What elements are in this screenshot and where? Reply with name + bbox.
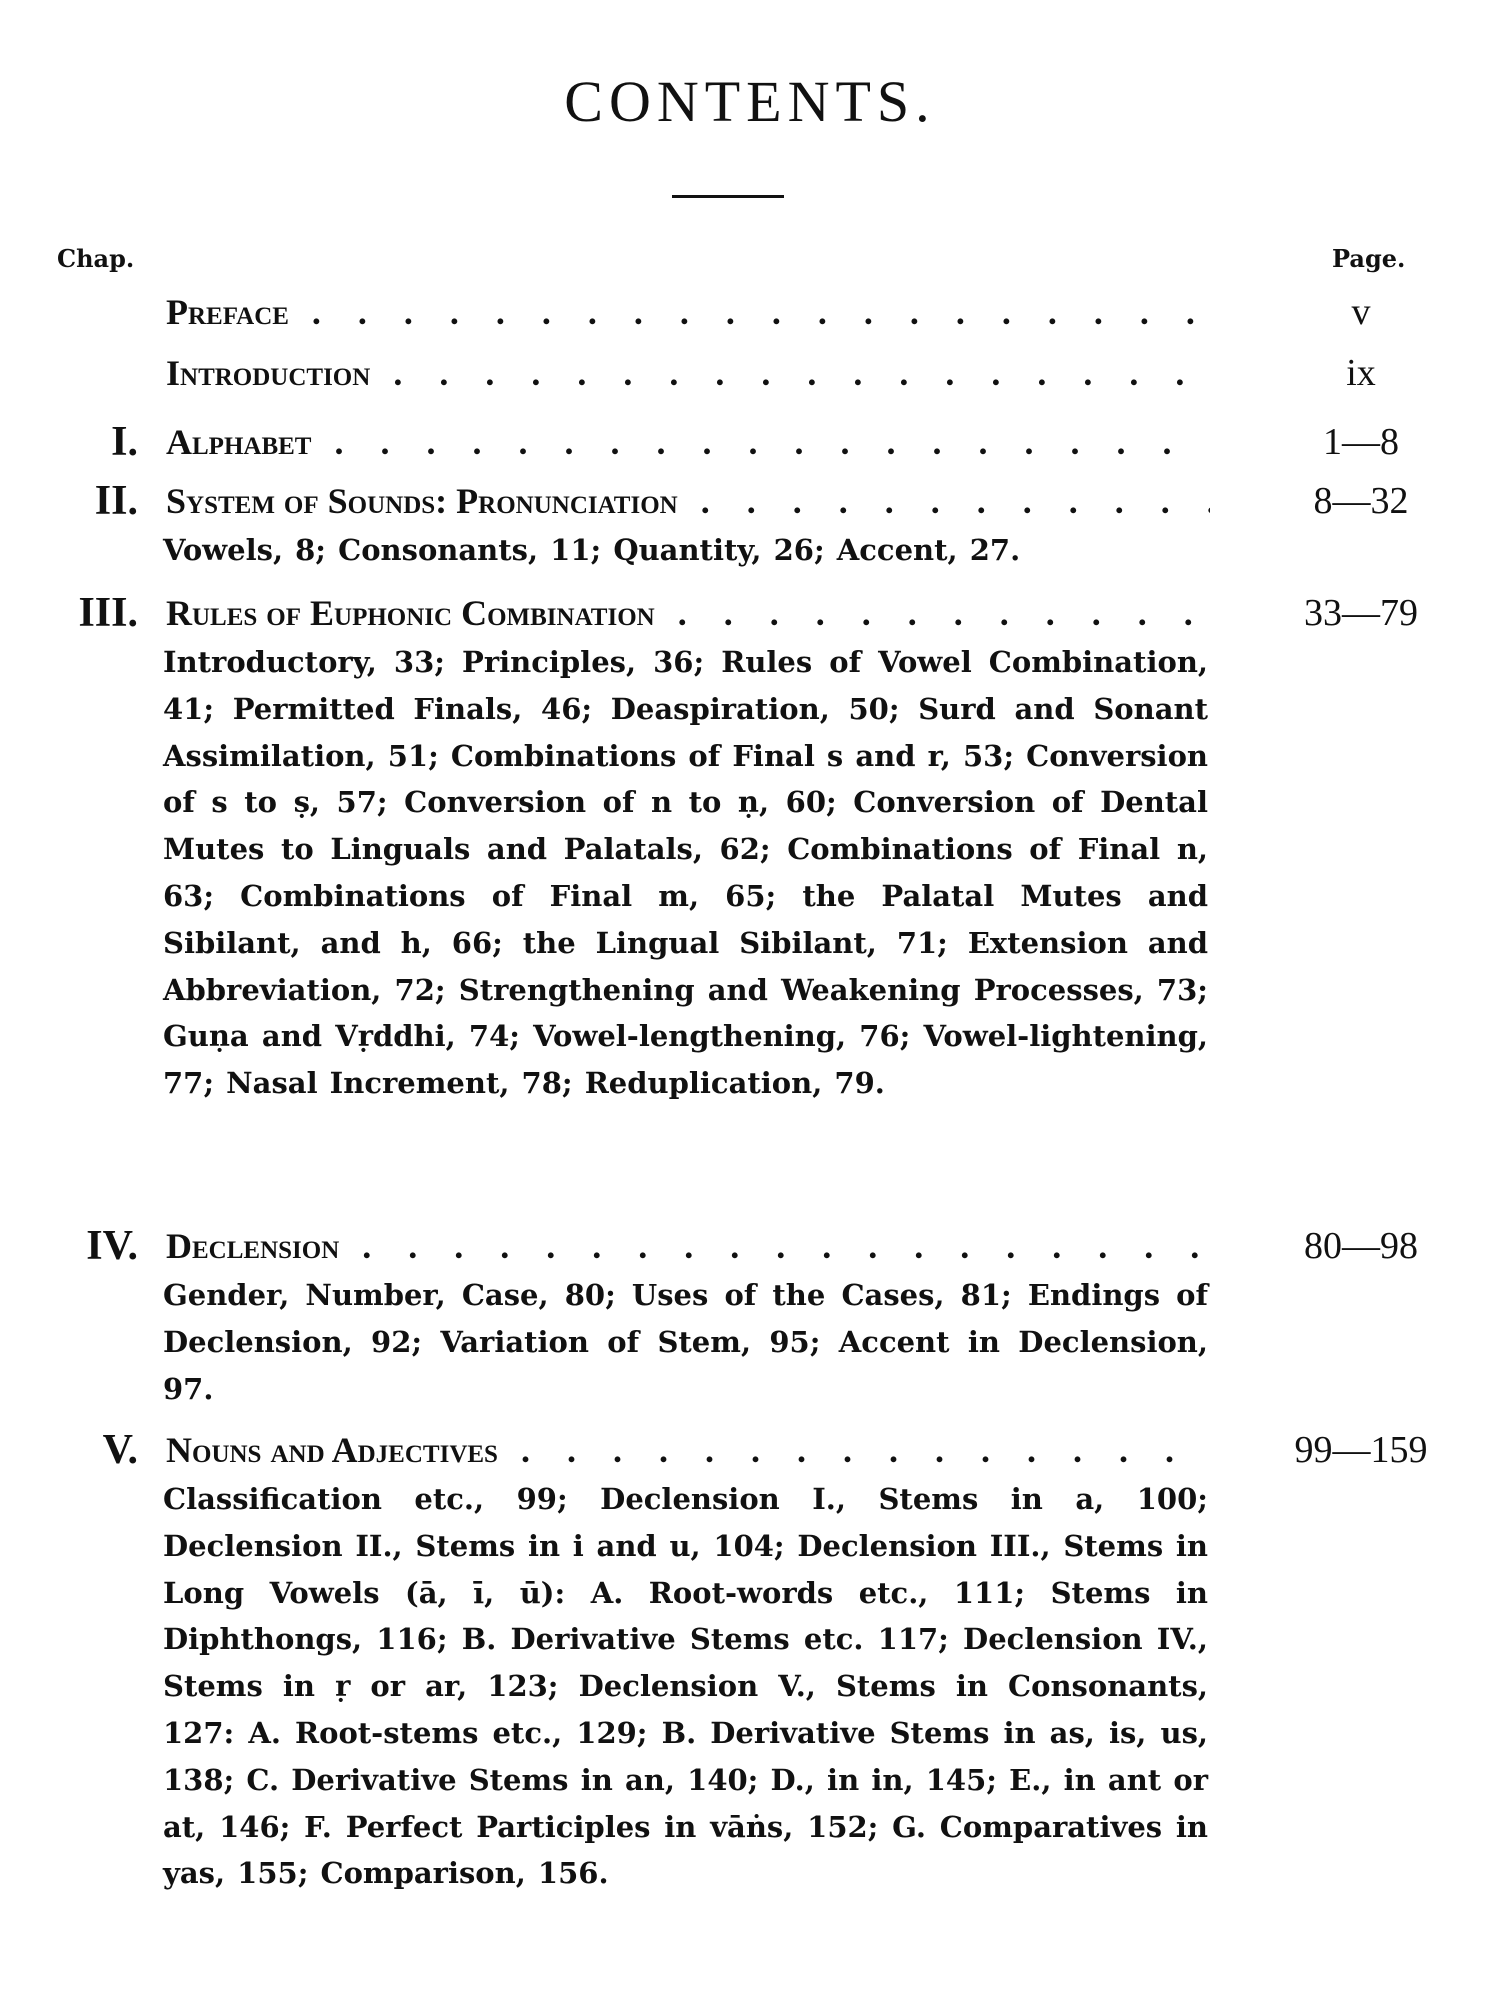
chap-column-header: Chap. xyxy=(57,244,135,273)
entry-number: II. xyxy=(94,478,138,524)
title-rule xyxy=(672,195,784,198)
entry-title[interactable]: Alphabet . . . xyxy=(166,422,1210,462)
toc-entry-preface[interactable] xyxy=(0,284,1500,344)
entry-number: I. xyxy=(111,419,138,465)
entry-pages: 8—32 xyxy=(1313,480,1409,522)
entry-number: IV. xyxy=(86,1223,138,1269)
toc-entry-euphonic-combination[interactable] xyxy=(0,585,1500,1101)
entry-pages: 99—159 xyxy=(1294,1429,1428,1471)
toc-entry-system-of-sounds[interactable] xyxy=(0,473,1500,567)
entry-number: V. xyxy=(102,1427,138,1473)
entry-number: III. xyxy=(78,590,138,636)
entry-title[interactable]: Introduction . . . xyxy=(166,353,1210,393)
entry-description: Classification etc., 99; Declension I., Stems in a, 100; Declension II., Stems in i and u, 104; Declension III., Stems in Long Vowels (ā, ī, ū): A. Root-words etc., 111; Stems in Diphthongs, 116; B. Derivative Stems etc. 117; Declension IV., Stems in ṛ or ar, 123; Declension V., Stems in Consonants, 127: A. Root-stems etc., 129; B. Derivative Stems in as, is, us, 138; C. Derivative Stems in an, 140; D., in in, 145; E., in ant or at, 146; F. Perfect Participles in vāṅs, 152; G. Comparatives in yas, 155; Comparison, 156. xyxy=(163,1482,1208,1891)
page-column-header: Page. xyxy=(1332,244,1406,273)
entry-pages: 80—98 xyxy=(1304,1225,1418,1267)
entry-title[interactable]: Rules of Euphonic Combination . . . xyxy=(166,593,1210,633)
entry-description: Introductory, 33; Principles, 36; Rules of Vowel Combination, 41; Permitted Finals, 46; Deaspiration, 50; Surd and Sonant Assimilation, 51; Combinations of Final s and r, 53; Conversion of s to ṣ, 57; Conversion of n to ṇ, 60; Conversion of Dental Mutes to Linguals and Palatals, 62; Combinations of Final n, 63; Combinations of Final m, 65; the Palatal Mutes and Sibilant, and h, 66; the Lingual Sibilant, 71; Extension and Abbreviation, 72; Strengthening and Weakening Processes, 73; Guṇa and Vṛddhi, 74; Vowel-lengthening, 76; Vowel-lightening, 77; Nasal Increment, 78; Reduplication, 79. xyxy=(163,645,1208,1101)
toc-entry-alphabet[interactable] xyxy=(0,414,1500,474)
entry-pages: 33—79 xyxy=(1304,592,1418,634)
entry-pages: v xyxy=(1351,291,1371,333)
entry-pages: 1—8 xyxy=(1323,421,1399,463)
page-title: CONTENTS. xyxy=(564,69,936,134)
toc-entry-introduction[interactable] xyxy=(0,345,1500,405)
toc-entry-declension[interactable] xyxy=(0,1218,1500,1406)
entry-title[interactable]: System of Sounds: Pronunciation . . . xyxy=(166,481,1210,521)
entry-title[interactable]: Declension . . . xyxy=(166,1226,1210,1266)
entry-title[interactable]: Nouns and Adjectives . . . xyxy=(166,1430,1210,1470)
entry-title[interactable]: Preface . . . xyxy=(166,292,1210,332)
toc-entry-nouns-and-adjectives[interactable] xyxy=(0,1422,1500,1891)
entry-description: Gender, Number, Case, 80; Uses of the Cases, 81; Endings of Declension, 92; Variation of Stem, 95; Accent in Declension, 97. xyxy=(163,1278,1208,1406)
entry-pages: ix xyxy=(1346,352,1376,394)
entry-description: Vowels, 8; Consonants, 11; Quantity, 26; Accent, 27. xyxy=(163,533,1021,567)
